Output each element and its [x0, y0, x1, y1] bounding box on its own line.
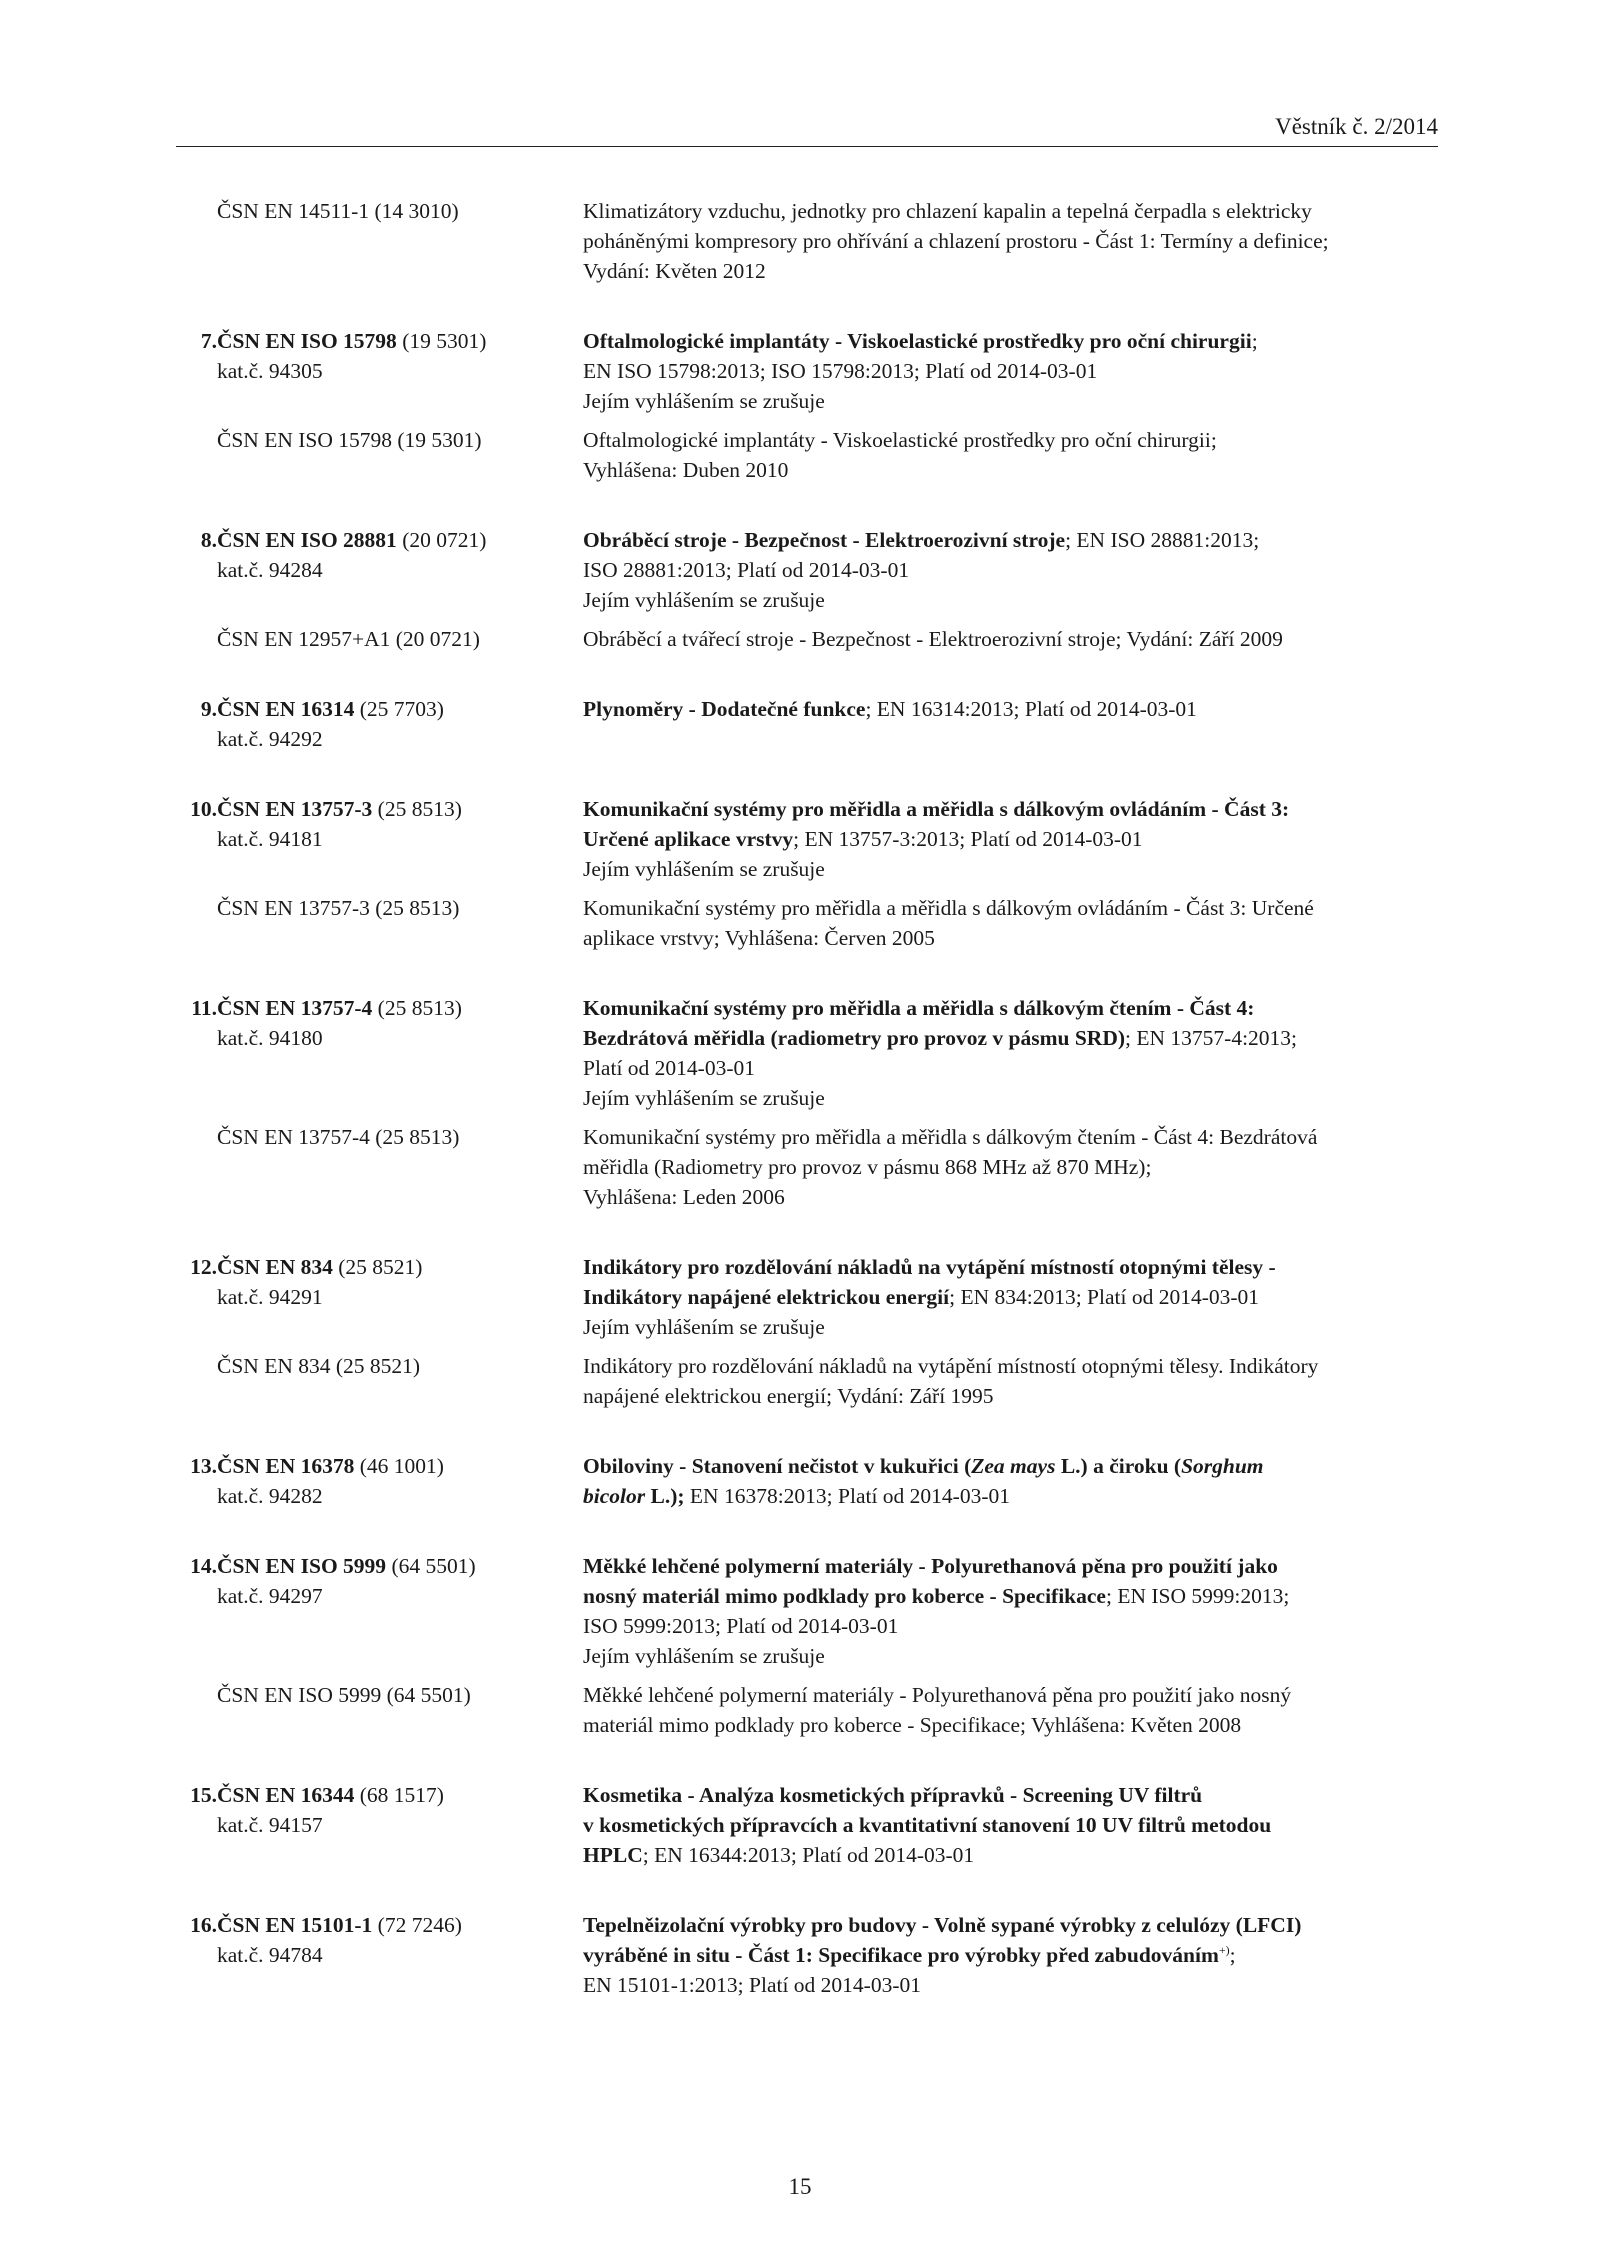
new-standard: [0, 326, 1600, 416]
new-standard: [0, 1551, 1600, 1671]
standard-code: ČSN EN 13757-3: [217, 797, 373, 821]
standard-title: Plynoměry - Dodatečné funkce: [583, 697, 866, 721]
new-standard: [0, 1451, 1600, 1511]
entry-8: [0, 525, 1600, 654]
new-standard: [0, 694, 1600, 754]
standard-title-end: HPLC: [583, 1843, 643, 1867]
entry-continued: [0, 196, 1600, 286]
new-standard: [0, 1252, 1600, 1342]
classification-code: (25 8513): [372, 996, 462, 1020]
standard-code: ČSN EN ISO 5999: [217, 1554, 387, 1578]
standard-code: ČSN EN 13757-4: [217, 996, 373, 1020]
standard-title: Obráběcí stroje - Bezpečnost - Elektroerozivní stroje: [583, 528, 1066, 552]
cancels-note: Jejím vyhlášením se zrušuje: [583, 389, 825, 413]
entry-number: 9.: [200, 697, 217, 721]
standard-title-cont: nosný materiál mimo podklady pro koberce - Specifikace: [583, 1584, 1106, 1608]
cancelled-code: ČSN EN 14511-1 (14 3010): [217, 199, 459, 223]
catalog-number: kat.č. 94784: [217, 1943, 323, 1967]
entry-15: [0, 1780, 1600, 1870]
new-standard: [0, 525, 1600, 615]
entry-number: 13.: [190, 1454, 217, 1478]
standard-description: Plynoměry - Dodatečné funkce; EN 16314:2013; Platí od 2014-03-01: [583, 697, 1197, 721]
standard-description: Oftalmologické implantáty - Viskoelastické prostředky pro oční chirurgii; EN ISO 15798:2013; ISO 15798:2013; Platí od 2014-03-01 Jejím vyhlášením se zrušuje: [583, 326, 1443, 416]
footnote-mark: +): [1218, 1942, 1230, 1957]
standard-code: ČSN EN ISO 15798: [217, 329, 397, 353]
standard-title: Indikátory pro rozdělování nákladů na vytápění místností otopnými tělesy -: [583, 1255, 1276, 1279]
page-number: 15: [788, 2174, 812, 2199]
entry-number: 16.: [190, 1913, 217, 1937]
standard-title-cont: vyráběné in situ - Část 1: Specifikace pro výrobky před zabudováním: [583, 1943, 1219, 1967]
cancelled-code: ČSN EN ISO 5999 (64 5501): [217, 1683, 471, 1707]
classification-code: (25 8521): [332, 1255, 423, 1279]
standard-title: Obiloviny - Stanovení nečistot v kukuřici (Zea mays L.) a čiroku (Sorghum: [583, 1454, 1264, 1478]
catalog-number: kat.č. 94180: [217, 1026, 323, 1050]
entry-7: [0, 326, 1600, 485]
cancelled-code: ČSN EN 13757-4 (25 8513): [217, 1125, 460, 1149]
standard-title: Měkké lehčené polymerní materiály - Polyurethanová pěna pro použití jako: [583, 1554, 1278, 1578]
standard-title-cont: v kosmetických přípravcích a kvantitativní stanovení 10 UV filtrů metodou: [583, 1813, 1272, 1837]
cancelled-code: ČSN EN ISO 15798 (19 5301): [217, 428, 482, 452]
classification-code: (25 7703): [354, 697, 444, 721]
entry-number: 14.: [190, 1554, 217, 1578]
cancelled-standard: [0, 624, 1600, 654]
cancelled-standard: [0, 1122, 1600, 1212]
standard-description: Obráběcí stroje - Bezpečnost - Elektroerozivní stroje; EN ISO 28881:2013; ISO 28881:2013; Platí od 2014-03-01 Jejím vyhlášením se zrušuje: [583, 525, 1443, 615]
cancelled-code: ČSN EN 12957+A1 (20 0721): [217, 627, 480, 651]
entry-number: 12.: [190, 1255, 217, 1279]
standard-title: Komunikační systémy pro měřidla a měřidla s dálkovým ovládáním - Část 3:: [583, 797, 1290, 821]
standard-description: Tepelněizolační výrobky pro budovy - Volně sypané výrobky z celulózy (LFCI) vyráběné in situ - Část 1: Specifikace pro výrobky před zabudováním+); EN 15101-1:2013; Platí od 2014-03-01: [583, 1910, 1443, 2000]
cancelled-standard: [0, 1680, 1600, 1740]
entry-13: [0, 1451, 1600, 1511]
standard-title-cont: Určené aplikace vrstvy: [583, 827, 794, 851]
cancelled-standard: [0, 425, 1600, 485]
entry-12: [0, 1252, 1600, 1411]
cancelled-standard: [0, 1351, 1600, 1411]
standard-code: ČSN EN 834: [217, 1255, 333, 1279]
catalog-number: kat.č. 94157: [217, 1813, 323, 1837]
catalog-number: kat.č. 94181: [217, 827, 323, 851]
classification-code: (25 8513): [372, 797, 462, 821]
entry-14: [0, 1551, 1600, 1740]
standard-description: Kosmetika - Analýza kosmetických přípravků - Screening UV filtrů v kosmetických přípravcích a kvantitativní stanovení 10 UV filtrů metodou HPLC; EN 16344:2013; Platí od 2014-03-01: [583, 1780, 1443, 1870]
standard-title: Kosmetika - Analýza kosmetických přípravků - Screening UV filtrů: [583, 1783, 1203, 1807]
cancelled-description: Měkké lehčené polymerní materiály - Polyurethanová pěna pro použití jako nosný materiál mimo podklady pro koberce - Specifikace; Vyhlášena: Květen 2008: [583, 1683, 1292, 1737]
classification-code: (68 1517): [354, 1783, 444, 1807]
entry-number: 7.: [200, 329, 217, 353]
standard-code: ČSN EN 16378: [217, 1454, 355, 1478]
catalog-number: kat.č. 94297: [217, 1584, 323, 1608]
cancelled-code: ČSN EN 13757-3 (25 8513): [217, 896, 460, 920]
classification-code: (64 5501): [386, 1554, 476, 1578]
cancels-note: Jejím vyhlášením se zrušuje: [583, 1315, 825, 1339]
cancelled-description: Komunikační systémy pro měřidla a měřidla s dálkovým čtením - Část 4: Bezdrátová měřidla (Radiometry pro provoz v pásmu 868 MHz až 870 MHz); Vyhlášena: Leden 2006: [583, 1125, 1318, 1209]
standards-list: [0, 196, 1600, 2040]
entry-16: [0, 1910, 1600, 2000]
classification-code: (19 5301): [396, 329, 487, 353]
entry-number: 10.: [190, 797, 217, 821]
classification-code: (46 1001): [354, 1454, 444, 1478]
entry-9: [0, 694, 1600, 754]
standard-code: ČSN EN ISO 28881: [217, 528, 397, 552]
cancelled-standard: [0, 893, 1600, 953]
entry-11: [0, 993, 1600, 1212]
entry-number: 11.: [191, 996, 217, 1020]
cancelled-description: Obráběcí a tvářecí stroje - Bezpečnost - Elektroerozivní stroje; Vydání: Září 2009: [583, 627, 1283, 651]
cancelled-description: Oftalmologické implantáty - Viskoelastické prostředky pro oční chirurgii; Vyhlášena: Duben 2010: [583, 428, 1217, 482]
standard-code: ČSN EN 16344: [217, 1783, 355, 1807]
entry-number: 15.: [190, 1783, 217, 1807]
standard-description: Indikátory pro rozdělování nákladů na vytápění místností otopnými tělesy - Indikátory napájené elektrickou energií; EN 834:2013; Platí od 2014-03-01 Jejím vyhlášením se zrušuje: [583, 1252, 1443, 1342]
entry-10: [0, 794, 1600, 953]
cancelled-standard: [0, 196, 1600, 286]
new-standard: [0, 1910, 1600, 2000]
cancels-note: Jejím vyhlášením se zrušuje: [583, 857, 825, 881]
new-standard: [0, 993, 1600, 1113]
standard-description: Obiloviny - Stanovení nečistot v kukuřici (Zea mays L.) a čiroku (Sorghum bicolor L.); EN 16378:2013; Platí od 2014-03-01: [583, 1451, 1443, 1511]
standard-title: Komunikační systémy pro měřidla a měřidla s dálkovým čtením - Část 4:: [583, 996, 1255, 1020]
bulletin-title: Věstník č. 2/2014: [1275, 114, 1438, 139]
standard-title-cont: bicolor L.);: [583, 1484, 685, 1508]
new-standard: [0, 1780, 1600, 1870]
standard-description: Komunikační systémy pro měřidla a měřidla s dálkovým ovládáním - Část 3: Určené aplikace vrstvy; EN 13757-3:2013; Platí od 2014-03-01 Jejím vyhlášením se zrušuje: [583, 794, 1443, 884]
cancelled-code: ČSN EN 834 (25 8521): [217, 1354, 421, 1378]
entry-number: 8.: [200, 528, 217, 552]
standard-code: ČSN EN 16314: [217, 697, 355, 721]
catalog-number: kat.č. 94282: [217, 1484, 323, 1508]
standard-code: ČSN EN 15101-1: [217, 1913, 373, 1937]
classification-code: (72 7246): [372, 1913, 462, 1937]
header-divider: [176, 146, 1438, 147]
cancels-note: Jejím vyhlášením se zrušuje: [583, 588, 825, 612]
cancelled-description: Komunikační systémy pro měřidla a měřidla s dálkovým ovládáním - Část 3: Určené aplikace vrstvy; Vyhlášena: Červen 2005: [583, 896, 1314, 950]
standard-title: Oftalmologické implantáty - Viskoelastické prostředky pro oční chirurgii: [583, 329, 1252, 353]
catalog-number: kat.č. 94292: [217, 727, 323, 751]
standard-description: Měkké lehčené polymerní materiály - Polyurethanová pěna pro použití jako nosný materiál mimo podklady pro koberce - Specifikace; EN ISO 5999:2013; ISO 5999:2013; Platí od 2014-03-01 Jejím vyhlášením se zrušuje: [583, 1551, 1443, 1671]
new-standard: [0, 794, 1600, 884]
catalog-number: kat.č. 94291: [217, 1285, 323, 1309]
standard-description: Komunikační systémy pro měřidla a měřidla s dálkovým čtením - Část 4: Bezdrátová měřidla (radiometry pro provoz v pásmu SRD); EN 13757-4:2013; Platí od 2014-03-01 Jejím vyhlášením se zrušuje: [583, 993, 1443, 1113]
standard-title-cont: Indikátory napájené elektrickou energií: [583, 1285, 950, 1309]
cancelled-description: Klimatizátory vzduchu, jednotky pro chlazení kapalin a tepelná čerpadla s elektricky poháněnými kompresory pro ohřívání a chlazení prostoru - Část 1: Termíny a definice; Vydání: Květen 2012: [583, 199, 1329, 283]
cancelled-description: Indikátory pro rozdělování nákladů na vytápění místností otopnými tělesy. Indikátory napájené elektrickou energií; Vydání: Září 1995: [583, 1354, 1319, 1408]
cancels-note: Jejím vyhlášením se zrušuje: [583, 1086, 825, 1110]
standard-title-cont: Bezdrátová měřidla (radiometry pro provoz v pásmu SRD): [583, 1026, 1126, 1050]
classification-code: (20 0721): [396, 528, 487, 552]
standard-title: Tepelněizolační výrobky pro budovy - Volně sypané výrobky z celulózy (LFCI): [583, 1913, 1302, 1937]
catalog-number: kat.č. 94284: [217, 558, 323, 582]
cancels-note: Jejím vyhlášením se zrušuje: [583, 1644, 825, 1668]
catalog-number: kat.č. 94305: [217, 359, 323, 383]
